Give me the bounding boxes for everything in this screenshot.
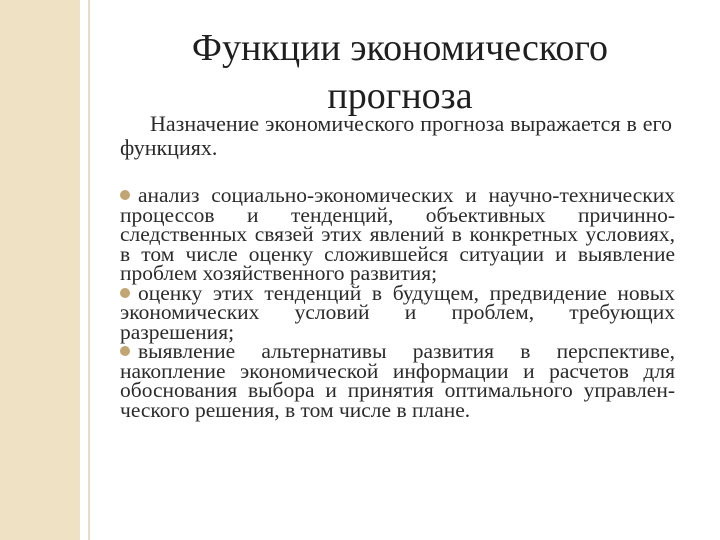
bullet-icon	[120, 346, 130, 356]
bullet-icon	[120, 288, 130, 298]
bullet-item	[120, 183, 675, 285]
bullet-list	[120, 183, 675, 422]
bullet-item	[120, 339, 675, 422]
bullet-text: оценку этих тенденций в будущем, предвидение новых экономических условий и проблем, требующих разрешения;	[120, 280, 675, 344]
bullet-text: анализ социально-экономических и научно-технических процессов и тенденций, объективных причинно-следственных связей этих явлений в конкретных условиях, в том числе оценку сложившейся ситуации и выявление проблем хозяйственного развития;	[120, 183, 675, 285]
intro-paragraph: Назначение экономического прогноза выражается в его функциях.	[120, 111, 672, 160]
slide-title: Функции экономического прогноза	[191, 27, 609, 117]
bullet-text: выявление альтернативы развития в перспективе, накопление экономической информации и расчетов для обоснования выбора и принятия оптимального управлен-ческого решения, в том числе в плане.	[120, 339, 675, 422]
bullet-icon	[120, 190, 130, 200]
decorative-divider-line	[88, 0, 90, 540]
decorative-side-band	[0, 0, 80, 540]
bullet-item	[120, 280, 675, 344]
